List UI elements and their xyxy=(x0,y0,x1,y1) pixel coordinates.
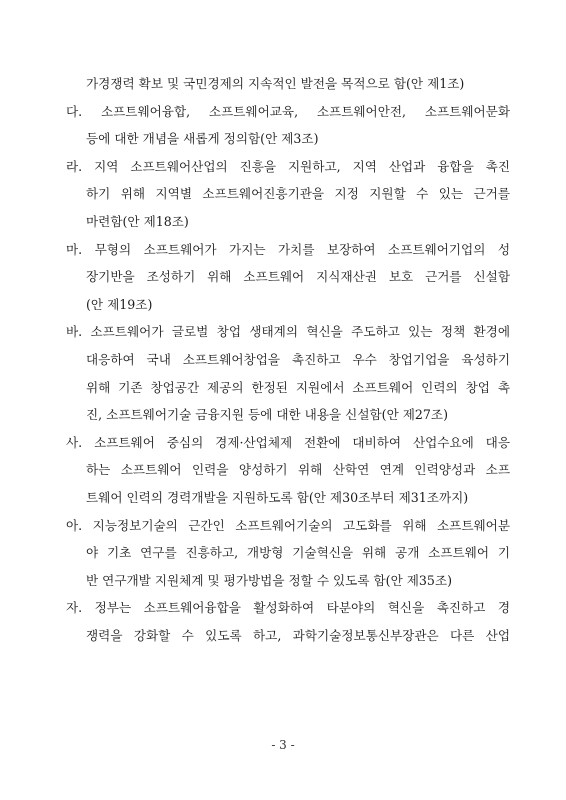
text-line: 야 기초 연구를 진흥하고, 개방형 기술혁신을 위해 공개 소프트웨어 기 xyxy=(86,545,510,561)
list-item xyxy=(66,236,510,319)
text-line: 대응하여 국내 소프트웨어창업을 촉진하고 우수 창업기업을 육성하기 xyxy=(86,351,510,367)
text-line: 가경쟁력 확보 및 국민경제의 지속적인 발전을 목적으로 함(안 제1조) xyxy=(86,76,465,91)
list-item xyxy=(66,512,510,595)
text-line xyxy=(66,318,510,346)
line-text: 무형의 소프트웨어가 가지는 가치를 보장하여 소프트웨어기업의 성 xyxy=(94,241,511,257)
text-line: 트웨어 인력의 경력개발을 지원하도록 함(안 제30조부터 제31조까지) xyxy=(86,489,469,505)
list-marker: 마. xyxy=(66,241,83,257)
list-marker: 자. xyxy=(66,600,83,616)
text-line xyxy=(66,512,510,540)
list-marker: 아. xyxy=(66,517,83,533)
line-text: 소프트웨어융합, 소프트웨어교육, 소프트웨어안전, 소프트웨어문화 xyxy=(100,103,510,119)
line-text: 소프트웨어가 글로벌 창업 생태계의 혁신을 주도하고 있는 정책 환경에 xyxy=(90,324,510,340)
text-line: 하는 소프트웨어 인력을 양성하기 위해 산학연 연계 인력양성과 소프 xyxy=(86,462,510,478)
text-line xyxy=(66,594,510,622)
body-text xyxy=(66,70,510,649)
text-line xyxy=(66,153,510,181)
text-line: 장기반을 조성하기 위해 소프트웨어 지식재산권 보호 근거를 신설함 xyxy=(86,269,510,285)
list-item xyxy=(66,98,510,153)
text-line: 위해 기존 창업공간 제공의 한정된 지원에서 소프트웨어 인력의 창업 촉 xyxy=(86,379,510,395)
text-line: (안 제19조) xyxy=(86,296,153,312)
text-line: 쟁력을 강화할 수 있도록 하고, 과학기술정보통신부장관은 다른 산업 xyxy=(86,627,510,643)
list-item xyxy=(66,318,510,428)
list-item xyxy=(66,70,510,98)
list-item xyxy=(66,594,510,649)
page-number: - 3 - xyxy=(271,738,295,752)
line-text: 지역 소프트웨어산업의 진흥을 지원하고, 지역 산업과 융합을 촉진 xyxy=(94,158,510,174)
list-marker: 사. xyxy=(66,434,83,450)
text-line xyxy=(66,429,510,457)
text-line: 반 연구개발 지원체계 및 평가방법을 정할 수 있도록 함(안 제35조) xyxy=(86,572,453,588)
list-item xyxy=(66,153,510,236)
text-line xyxy=(66,98,510,126)
list-marker: 라. xyxy=(66,158,83,174)
text-line xyxy=(66,236,510,264)
text-line: 등에 대한 개념을 새롭게 정의함(안 제3조) xyxy=(86,131,319,147)
line-text: 지능정보기술의 근간인 소프트웨어기술의 고도화를 위해 소프트웨어분 xyxy=(92,517,510,533)
text-line: 마련함(안 제18조) xyxy=(86,213,189,229)
list-marker: 다. xyxy=(66,103,83,119)
text-line: 하기 위해 지역별 소프트웨어진흥기관을 지정 지원할 수 있는 근거를 xyxy=(86,186,510,202)
list-marker: 바. xyxy=(66,324,83,340)
line-text: 정부는 소프트웨어융합을 활성화하여 타분야의 혁신을 촉진하고 경 xyxy=(94,600,511,616)
list-item xyxy=(66,429,510,512)
text-line: 진, 소프트웨어기술 금융지원 등에 대한 내용을 신설함(안 제27조) xyxy=(86,407,449,423)
line-text: 소프트웨어 중심의 경제·산업체제 전환에 대비하여 산업수요에 대응 xyxy=(94,434,510,450)
